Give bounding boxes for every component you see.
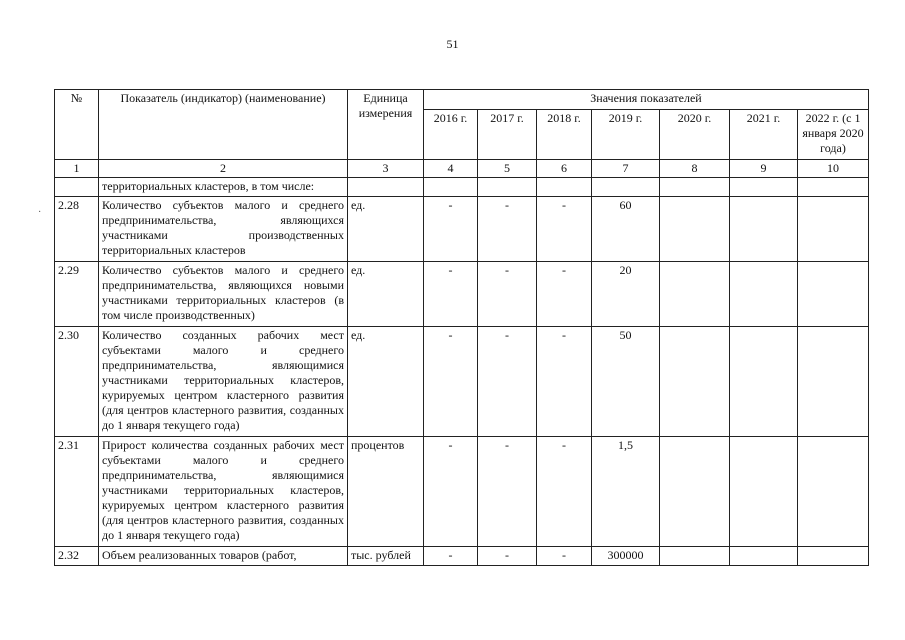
cell-value [478,178,537,197]
cell-unit: ед. [348,262,424,327]
table-row [55,327,869,437]
cell-value-2019: 60 [592,197,660,262]
col-number: 4 [424,160,478,178]
cell-value-2021 [730,262,798,327]
cell-value-2020 [660,262,730,327]
cell-value [424,178,478,197]
cell-value-2018: - [537,262,592,327]
cell-value-2021 [730,197,798,262]
cell-indicator: Количество субъектов малого и среднего предпринимательства, являющихся новыми участниками территориальных кластеров (в том числе производственных) [99,262,348,327]
cell-num [55,178,99,197]
col-number: 1 [55,160,99,178]
table-row [55,437,869,547]
cell-num: 2.30 [55,327,99,437]
table-row [55,547,869,566]
cell-value-2021 [730,437,798,547]
cell-value-2022 [798,547,869,566]
header-year-2017: 2017 г. [478,110,537,160]
cell-value-2017: - [478,547,537,566]
cell-value-2016: - [424,197,478,262]
cell-value-2017: - [478,262,537,327]
cell-value-2018: - [537,197,592,262]
cell-value [660,178,730,197]
indicators-table [54,89,869,566]
cell-value-2019: 50 [592,327,660,437]
header-year-2016: 2016 г. [424,110,478,160]
cell-value-2019: 300000 [592,547,660,566]
cell-unit: ед. [348,197,424,262]
col-number: 7 [592,160,660,178]
cell-value-2020 [660,197,730,262]
cell-indicator: Количество субъектов малого и среднего предпринимательства, являющихся участниками производственных территориальных кластеров [99,197,348,262]
header-year-2018: 2018 г. [537,110,592,160]
cell-value-2016: - [424,437,478,547]
cell-value-2022 [798,327,869,437]
cell-value-2018: - [537,437,592,547]
cell-value-2017: - [478,437,537,547]
col-number: 9 [730,160,798,178]
cell-value [730,178,798,197]
cell-indicator: Объем реализованных товаров (работ, [99,547,348,566]
cell-value-2021 [730,327,798,437]
cell-num: 2.29 [55,262,99,327]
cell-indicator: территориальных кластеров, в том числе: [99,178,348,197]
col-number: 6 [537,160,592,178]
table-row-continuation [55,178,869,197]
table-row [55,262,869,327]
cell-value-2022 [798,197,869,262]
cell-value-2020 [660,547,730,566]
header-year-2021: 2021 г. [730,110,798,160]
header-row-top [55,90,869,110]
cell-value-2016: - [424,547,478,566]
cell-value-2021 [730,547,798,566]
cell-value-2022 [798,437,869,547]
cell-value-2017: - [478,327,537,437]
cell-num: 2.28 [55,197,99,262]
cell-value-2018: - [537,327,592,437]
cell-value-2022 [798,262,869,327]
cell-value-2020 [660,327,730,437]
cell-unit: ед. [348,327,424,437]
cell-unit: тыс. рублей [348,547,424,566]
column-number-row [55,160,869,178]
col-number: 10 [798,160,869,178]
header-year-2019: 2019 г. [592,110,660,160]
cell-value [537,178,592,197]
header-num: № [55,90,99,160]
table-row [55,197,869,262]
col-number: 8 [660,160,730,178]
cell-unit [348,178,424,197]
cell-value-2019: 1,5 [592,437,660,547]
cell-value-2016: - [424,327,478,437]
col-number: 3 [348,160,424,178]
header-unit: Единица измерения [348,90,424,160]
cell-num: 2.31 [55,437,99,547]
cell-indicator: Прирост количества созданных рабочих мест субъектами малого и среднего предпринимательства, являющимися участниками территориальных кластеров, курируемых центром кластерного развития (для центров кластерного развития, созданных до 1 января текущего года) [99,437,348,547]
cell-value [798,178,869,197]
col-number: 5 [478,160,537,178]
header-year-2022: 2022 г. (с 1 января 2020 года) [798,110,869,160]
cell-value [592,178,660,197]
cell-num: 2.32 [55,547,99,566]
header-values-group: Значения показателей [424,90,869,110]
header-year-2020: 2020 г. [660,110,730,160]
cell-value-2016: - [424,262,478,327]
cell-value-2020 [660,437,730,547]
cell-indicator: Количество созданных рабочих мест субъектами малого и среднего предпринимательства, являющимися участниками территориальных кластеров, курируемых центром кластерного развития (для центров кластерного развития, созданных до 1 января текущего года) [99,327,348,437]
cell-value-2017: - [478,197,537,262]
col-number: 2 [99,160,348,178]
cell-unit: процентов [348,437,424,547]
cell-value-2018: - [537,547,592,566]
page-number: 51 [446,37,459,51]
header-indicator: Показатель (индикатор) (наименование) [99,90,348,160]
scan-artifact-dot: · [38,207,42,218]
cell-value-2019: 20 [592,262,660,327]
